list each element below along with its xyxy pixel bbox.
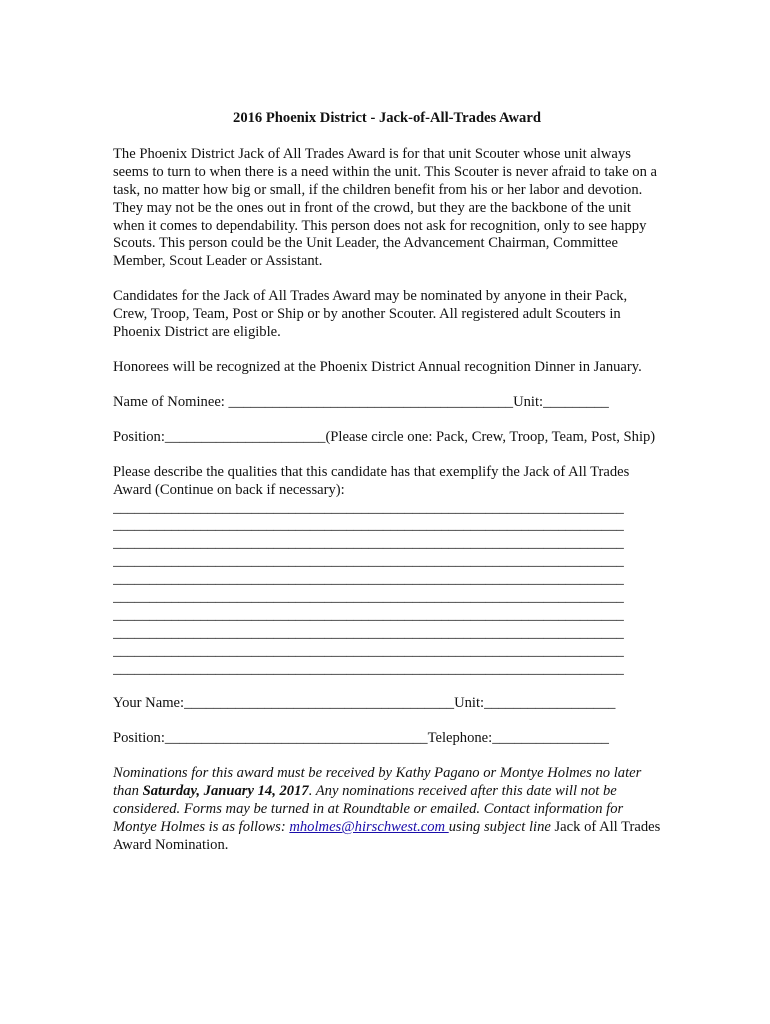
submission-notice	[113, 765, 661, 855]
answer-line[interactable]: ______________________________________________________________________	[113, 535, 624, 552]
unit-field[interactable]: _________	[543, 393, 609, 410]
answer-line[interactable]: ______________________________________________________________________	[113, 499, 624, 516]
position-label: Position:	[113, 428, 165, 445]
answer-line[interactable]: ______________________________________________________________________	[113, 571, 624, 588]
answer-line[interactable]: ______________________________________________________________________	[113, 624, 624, 641]
subject-line-text: Jack of All Trades Award Nomination.	[113, 818, 661, 853]
your-name-field[interactable]: _____________________________________	[184, 695, 455, 712]
your-name-label: Your Name:	[113, 695, 185, 712]
nominee-label: Name of Nominee:	[113, 393, 225, 410]
nominee-name-field[interactable]: _______________________________________	[228, 393, 514, 410]
page-title: 2016 Phoenix District - Jack-of-All-Trades Award	[233, 110, 541, 126]
answer-line[interactable]: ______________________________________________________________________	[113, 517, 624, 534]
your-position-row	[113, 730, 661, 748]
your-unit-field[interactable]: __________________	[484, 695, 616, 712]
notice-text-3: using subject line	[448, 818, 555, 835]
your-unit-label: Unit:	[454, 695, 485, 712]
position-note: (Please circle one: Pack, Crew, Troop, Team, Post, Ship)	[325, 428, 656, 445]
answer-line[interactable]: ______________________________________________________________________	[113, 642, 624, 659]
candidates-paragraph: Candidates for the Jack of All Trades Award may be nominated by anyone in their Pack, Crew, Troop, Team, Post or Ship or by another Scouter. All registered adult Scouters in Phoenix District are eligible.	[113, 288, 628, 341]
telephone-field[interactable]: ________________	[492, 730, 609, 747]
notice-text-2: . Any nominations received after this date will not be considered. Forms may be turned in at Roundtable or emailed. Contact information for Montye Holmes is as follows:	[113, 783, 624, 835]
answer-line[interactable]: ______________________________________________________________________	[113, 660, 624, 677]
unit-label: Unit:	[513, 393, 544, 410]
answer-line[interactable]: ______________________________________________________________________	[113, 588, 624, 605]
honorees-paragraph: Honorees will be recognized at the Phoenix District Annual recognition Dinner in January.	[113, 358, 642, 375]
email-link[interactable]: mholmes@hirschwest.com	[289, 818, 449, 835]
deadline-date: Saturday, January 14, 2017	[142, 783, 309, 800]
answer-line[interactable]: ______________________________________________________________________	[113, 606, 624, 623]
your-name-row	[113, 695, 661, 713]
qualities-prompt: Please describe the qualities that this candidate has that exemplify the Jack of All Trades Award (Continue on back if necessary):	[113, 463, 630, 498]
notice-text: Nominations for this award must be received by Kathy Pagano or Montye Holmes no later than	[113, 765, 642, 800]
answer-line[interactable]: ______________________________________________________________________	[113, 553, 624, 570]
qualities-answer-area[interactable]	[113, 500, 661, 679]
award-form-page	[113, 110, 661, 855]
nominee-row	[113, 394, 661, 412]
intro-paragraph: The Phoenix District Jack of All Trades Award is for that unit Scouter whose unit always seems to turn to when there is a need within the unit. This Scouter is never afraid to take on a task, no matter how big or small, if the children benefit from his or her labor and devotion. They may not be the ones out in front of the crowd, but they are the backbone of the unit when it comes to dependability. This person does not ask for recognition, only to see happy Scouts. This person could be the Unit Leader, the Advancement Chairman, Committee Member, Scout Leader or Assistant.	[113, 145, 658, 270]
position-field[interactable]: ______________________	[164, 428, 326, 445]
your-position-field[interactable]: ____________________________________	[164, 730, 428, 747]
position-row	[113, 429, 661, 447]
telephone-label: Telephone:	[427, 730, 493, 747]
your-position-label: Position:	[113, 730, 165, 747]
